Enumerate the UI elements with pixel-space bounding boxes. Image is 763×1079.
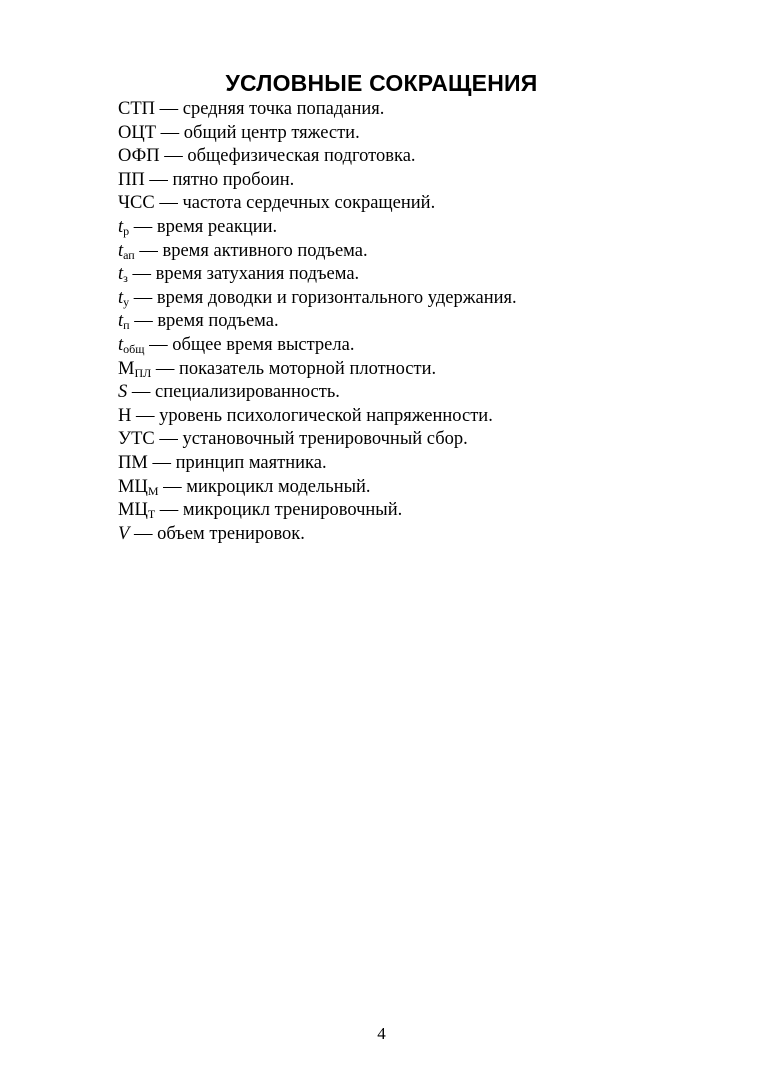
abbreviation-term: МЦ <box>118 476 148 497</box>
em-dash-separator: — <box>129 311 158 332</box>
em-dash-separator: — <box>151 358 180 379</box>
abbreviation-term: ПП <box>118 169 145 190</box>
abbreviation-term: t <box>118 287 124 308</box>
em-dash-separator: — <box>127 382 155 403</box>
page-title: УСЛОВНЫЕ СОКРАЩЕНИЯ <box>225 70 538 97</box>
abbreviation-term: МЦ <box>118 500 148 521</box>
abbreviation-term-subscript: общ <box>123 341 145 356</box>
em-dash-separator: — <box>144 334 173 355</box>
abbreviation-item <box>118 381 718 405</box>
abbreviation-item <box>118 334 718 358</box>
abbreviation-item <box>118 476 718 500</box>
abbreviation-item <box>118 240 718 264</box>
abbreviation-term: t <box>118 311 124 332</box>
em-dash-separator: — <box>159 146 188 167</box>
em-dash-separator: — <box>144 169 173 190</box>
abbreviation-item <box>118 358 718 382</box>
em-dash-separator: — <box>127 264 156 285</box>
abbreviation-item <box>118 405 718 429</box>
em-dash-separator: — <box>155 500 183 521</box>
abbreviation-definition: общее время выстрела. <box>172 334 355 355</box>
abbreviation-term-subscript: п <box>123 318 130 333</box>
abbreviation-term: М <box>118 358 135 379</box>
abbreviation-definition: общефизическая подготовка. <box>187 146 416 167</box>
abbreviation-item <box>118 263 718 287</box>
abbreviation-definition: уровень психологической напряженности. <box>159 405 493 426</box>
abbreviation-item <box>118 310 718 334</box>
abbreviation-term-subscript: р <box>123 223 130 238</box>
em-dash-separator: — <box>131 405 160 426</box>
abbreviation-term: V <box>118 523 130 544</box>
em-dash-separator: — <box>156 122 184 143</box>
abbreviation-definition: общий центр тяжести. <box>183 122 360 143</box>
abbreviation-definition: время подъема. <box>157 311 279 332</box>
abbreviation-term-subscript: ПЛ <box>134 365 152 380</box>
abbreviation-item <box>118 499 718 523</box>
abbreviation-term: СТП <box>118 99 155 119</box>
abbreviation-definition: микроцикл тренировочный. <box>182 500 403 521</box>
em-dash-separator: — <box>129 287 157 308</box>
abbreviation-item <box>118 216 718 240</box>
abbreviation-term: S <box>118 382 128 403</box>
abbreviation-term: t <box>118 240 124 261</box>
page-number: 4 <box>377 1024 386 1043</box>
abbreviation-term-subscript: Т <box>147 507 156 522</box>
abbreviation-term: УТС <box>118 429 155 450</box>
abbreviation-definition: время доводки и горизонтального удержания. <box>156 287 517 308</box>
abbreviation-definition: принцип маятника. <box>175 452 327 473</box>
abbreviation-term: ОФП <box>118 146 160 167</box>
abbreviation-definition: специализированность. <box>155 382 340 403</box>
abbreviation-term-subscript: у <box>123 294 130 309</box>
abbreviation-item <box>118 145 718 169</box>
abbreviation-definition: время активного подъема. <box>162 240 368 261</box>
abbreviation-term: ПМ <box>118 452 148 473</box>
em-dash-separator: — <box>129 523 158 544</box>
abbreviation-definition: установочный тренировочный сбор. <box>182 429 468 450</box>
em-dash-separator: — <box>154 193 183 214</box>
abbreviation-list <box>118 98 718 546</box>
abbreviation-definition: средняя точка попадания. <box>182 99 385 119</box>
abbreviation-item <box>118 452 718 476</box>
abbreviation-item <box>118 192 718 216</box>
em-dash-separator: — <box>147 452 176 473</box>
abbreviation-term: Н <box>118 405 132 426</box>
abbreviation-item <box>118 523 718 547</box>
abbreviation-definition: время реакции. <box>156 216 278 237</box>
abbreviation-term: t <box>118 216 124 237</box>
abbreviation-item <box>118 287 718 311</box>
abbreviation-term: t <box>118 334 124 355</box>
em-dash-separator: — <box>154 429 183 450</box>
abbreviation-term-subscript: з <box>123 271 128 286</box>
abbreviation-term-subscript: ап <box>123 247 135 262</box>
em-dash-separator: — <box>158 476 187 497</box>
abbreviation-definition: время затухания подъема. <box>155 264 360 285</box>
em-dash-separator: — <box>134 240 163 261</box>
abbreviation-term: ОЦТ <box>118 122 157 143</box>
em-dash-separator: — <box>155 99 183 119</box>
abbreviation-definition: частота сердечных сокращений. <box>182 193 436 214</box>
abbreviation-term-subscript: М <box>147 483 159 498</box>
abbreviation-item <box>118 122 718 146</box>
abbreviation-term: t <box>118 264 124 285</box>
em-dash-separator: — <box>129 216 157 237</box>
abbreviation-definition: показатель моторной плотности. <box>179 358 437 379</box>
abbreviation-item <box>118 169 718 193</box>
abbreviation-definition: микроцикл модельный. <box>186 476 371 497</box>
abbreviation-item <box>118 98 718 122</box>
abbreviation-definition: объем тренировок. <box>157 523 305 544</box>
abbreviation-definition: пятно пробоин. <box>172 169 295 190</box>
abbreviation-term: ЧСС <box>118 193 155 214</box>
abbreviation-item <box>118 428 718 452</box>
